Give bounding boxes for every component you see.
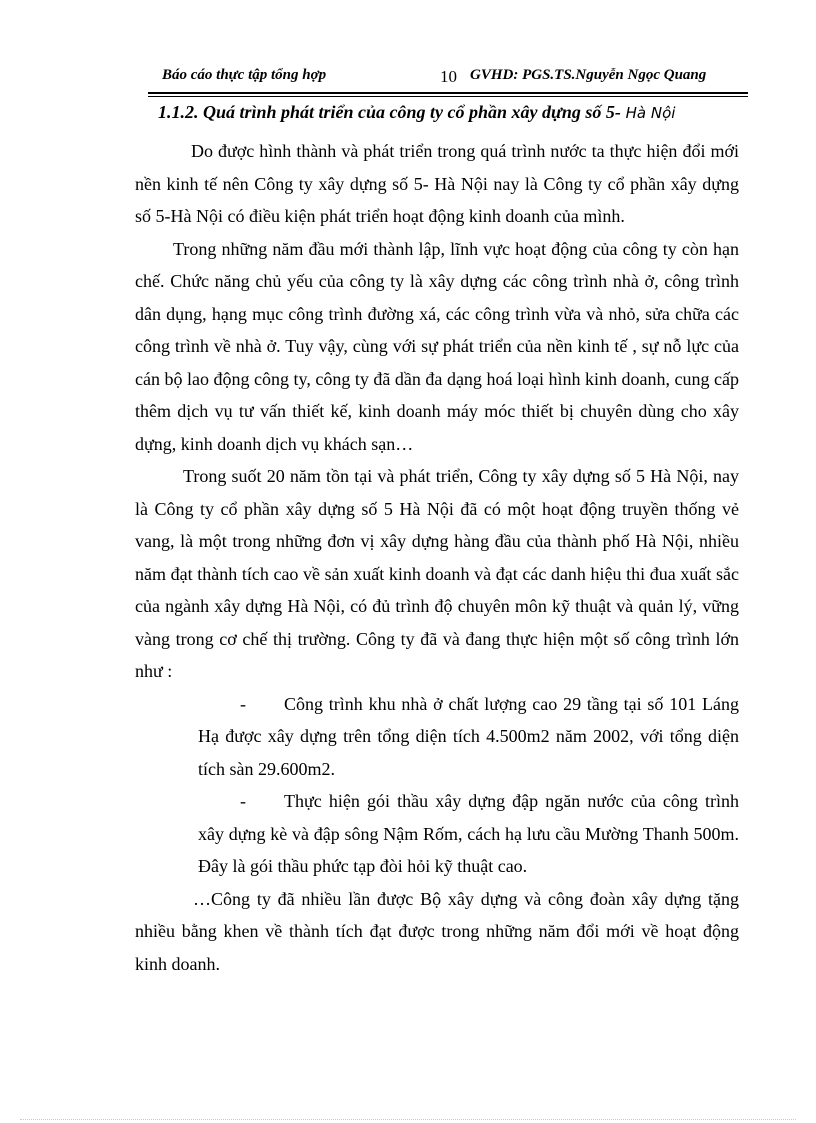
paragraph-2: Trong những năm đầu mới thành lập, lĩnh vực hoạt động của công ty còn hạn chế. Chức năng chủ yếu của công ty là xây dựng các công trình nhà ở, công trình dân dụng, hạng mục công trình đường xá, các công trình vừa và nhỏ, sửa chữa các công trình về nhà ở. Tuy vậy, cùng với sự phát triển của nền kinh tế , sự nỗ lực của cán bộ lao động công ty, công ty đã dần đa dạng hoá loại hình kinh doanh, cung cấp thêm dịch vụ tư vấn thiết kế, kinh doanh máy móc thiết bị chuyên dùng cho xây dựng, kinh doanh dịch vụ khách sạn… [135,238,739,454]
bullet-item [198,785,739,883]
paragraph-4: …Công ty đã nhiều lần được Bộ xây dựng và công đoàn xây dựng tặng nhiều bằng khen về thành tích đạt được trong những năm đổi mới về hoạt động kinh doanh. [135,888,739,974]
bullet-marker: - [240,791,246,811]
paragraph-1: Do được hình thành và phát triển trong quá trình nước ta thực hiện đổi mới nền kinh tế nên Công ty xây dựng số 5- Hà Nội nay là Công ty cổ phần xây dựng số 5-Hà Nội có điều kiện phát triển hoạt động kinh doanh của mình. [135,141,739,226]
footer-divider [20,1119,796,1120]
bullet-text: Thực hiện gói thầu xây dựng đập ngăn nước của công trình xây dựng kè và đập sông Nậm Rốm, cách hạ lưu cầu Mường Thanh 500m. Đây là gói thầu phức tạp đòi hỏi kỹ thuật cao. [198,791,739,876]
bullet-item [198,688,739,786]
section-title-place: Hà Nội [620,104,676,122]
header-supervisor: GVHD: PGS.TS.Nguyễn Ngọc Quang [470,67,707,83]
header-report-title: Báo cáo thực tập tổng hợp [162,67,327,83]
bullet-text: Công trình khu nhà ở chất lượng cao 29 tầng tại số 101 Láng Hạ được xây dựng trên tổng diện tích 4.500m2 năm 2002, với tổng diện tích sàn 29.600m2. [198,693,739,779]
header-rule-thin [148,96,748,97]
section-title-text: 1.1.2. Quá trình phát triển của công ty cổ phần xây dựng số 5- [158,102,621,122]
page-header [148,62,748,92]
bullet-marker: - [240,693,246,714]
header-page-number: 10 [440,67,457,86]
paragraph-3: Trong suốt 20 năm tồn tại và phát triển, Công ty xây dựng số 5 Hà Nội, nay là Công ty cổ phần xây dựng số 5 Hà Nội đã có một hoạt động truyền thống vẻ vang, là một trong những đơn vị xây dựng hàng đầu của thành phố Hà Nội, nhiều năm đạt thành tích cao về sản xuất kinh doanh và đạt các danh hiệu thi đua xuất sắc của ngành xây dựng Hà Nội, có đủ trình độ chuyên môn kỹ thuật và quản lý, vững vàng trong cơ chế thị trường. Công ty đã và đang thực hiện một số công trình lớn như : [135,466,739,681]
section-title [158,102,675,123]
header-rule-thick [148,92,748,94]
document-body [135,135,739,980]
